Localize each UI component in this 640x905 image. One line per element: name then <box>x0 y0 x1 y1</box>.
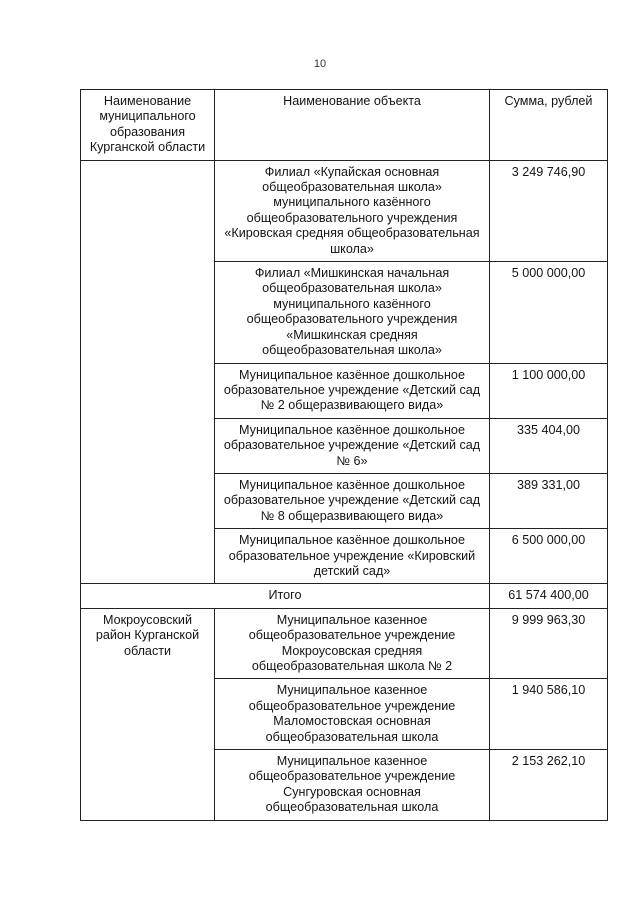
total-label: Итого <box>81 584 490 608</box>
total-amount: 61 574 400,00 <box>490 584 608 608</box>
object-cell: Муниципальное казенное общеобразовательное учреждение Сунгуровская основная общеобразовательная школа <box>215 750 490 821</box>
amount-cell: 3 249 746,90 <box>490 160 608 261</box>
amount-cell: 9 999 963,30 <box>490 608 608 679</box>
table-row <box>81 608 608 679</box>
header-amount: Сумма, рублей <box>490 90 608 161</box>
object-cell: Филиал «Мишкинская начальная общеобразовательная школа» муниципального казённого общеобразовательного учреждения «Мишкинская средняя общеобразовательная школа» <box>215 262 490 363</box>
municipality-cell-continued <box>81 160 215 584</box>
allocation-table <box>80 89 608 821</box>
object-cell: Муниципальное казенное общеобразовательное учреждение Маломостовская основная общеобразовательная школа <box>215 679 490 750</box>
municipality-cell: Мокроусовский район Курганской области <box>81 608 215 820</box>
header-municipality: Наименование муниципального образования Курганской области <box>81 90 215 161</box>
object-cell: Муниципальное казённое дошкольное образовательное учреждение «Детский сад № 8 общеразвивающего вида» <box>215 473 490 528</box>
amount-cell: 1 940 586,10 <box>490 679 608 750</box>
amount-cell: 2 153 262,10 <box>490 750 608 821</box>
object-cell: Муниципальное казённое дошкольное образовательное учреждение «Детский сад № 2 общеразвивающего вида» <box>215 363 490 418</box>
amount-cell: 335 404,00 <box>490 418 608 473</box>
header-object: Наименование объекта <box>215 90 490 161</box>
object-cell: Муниципальное казённое дошкольное образовательное учреждение «Кировский детский сад» <box>215 529 490 584</box>
total-row <box>81 584 608 608</box>
object-cell: Муниципальное казенное общеобразовательное учреждение Мокроусовская средняя общеобразовательная школа № 2 <box>215 608 490 679</box>
amount-cell: 389 331,00 <box>490 473 608 528</box>
amount-cell: 6 500 000,00 <box>490 529 608 584</box>
table-row <box>81 160 608 261</box>
amount-cell: 1 100 000,00 <box>490 363 608 418</box>
object-cell: Муниципальное казённое дошкольное образовательное учреждение «Детский сад № 6» <box>215 418 490 473</box>
amount-cell: 5 000 000,00 <box>490 262 608 363</box>
object-cell: Филиал «Купайская основная общеобразовательная школа» муниципального казённого общеобразовательного учреждения «Кировская средняя общеобразовательная школа» <box>215 160 490 261</box>
page-number: 10 <box>313 58 327 70</box>
table-header-row <box>81 90 608 161</box>
